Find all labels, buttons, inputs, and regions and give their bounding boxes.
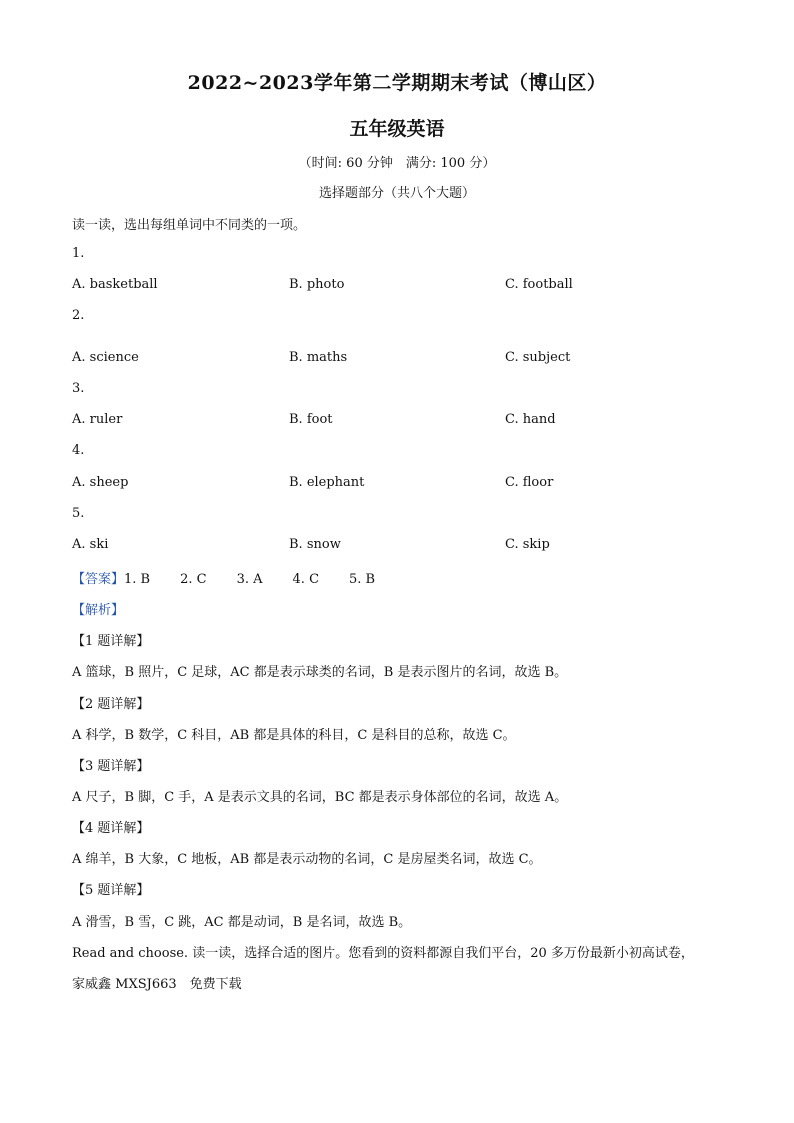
option-b: B. photo: [289, 277, 345, 292]
option-c: C. floor: [505, 475, 554, 490]
option-a: A. science: [72, 350, 139, 365]
question-number: 3.: [72, 381, 85, 396]
option-a: A. sheep: [72, 475, 129, 490]
question-number: 2.: [72, 308, 85, 323]
answer-item: 2. C: [180, 572, 207, 587]
option-b: B. maths: [289, 350, 348, 365]
option-a: A. ruler: [72, 412, 123, 427]
detail-text: A 尺子，B 脚，C 手，A 是表示文具的名词，BC 都是表示身体部位的名词，故选 A。: [72, 790, 568, 805]
question-number: 1.: [72, 246, 85, 261]
analysis-label: 【解析】: [72, 603, 125, 618]
detail-text: A 篮球，B 照片，C 足球，AC 都是表示球类的名词，B 是表示图片的名词，故选 B。: [72, 665, 568, 680]
option-b: B. foot: [289, 412, 333, 427]
option-c: C. subject: [505, 350, 571, 365]
detail-label: 【4 题详解】: [72, 821, 150, 836]
option-c: C. skip: [505, 537, 550, 552]
question-number: 5.: [72, 506, 85, 521]
answer-item: 4. C: [292, 572, 320, 587]
answer-line: [72, 568, 405, 587]
option-c: C. football: [505, 277, 573, 292]
instruction-text: 读一读，选出每组单词中不同类的一项。: [72, 218, 307, 233]
answer-item: 3. A: [236, 572, 263, 587]
exam-subtitle: 五年级英语: [349, 118, 445, 140]
detail-text: A 科学，B 数学，C 科目，AB 都是具体的科目，C 是科目的总称，故选 C。: [72, 728, 516, 743]
answer-label: 【答案】: [72, 572, 125, 587]
detail-text: A 绵羊，B 大象，C 地板，AB 都是表示动物的名词，C 是房屋类名词，故选 C。: [72, 852, 542, 867]
exam-meta: （时间: 60 分钟 满分: 100 分）: [298, 156, 496, 171]
option-a: A. ski: [72, 537, 109, 552]
section-heading: 选择题部分（共八个大题）: [318, 186, 475, 201]
detail-label: 【3 题详解】: [72, 759, 150, 774]
promo-line: 家威鑫 MXSJ663 免费下载: [72, 977, 242, 992]
option-a: A. basketball: [72, 277, 158, 292]
option-b: B. elephant: [289, 475, 365, 490]
exam-title: 2022~2023学年第二学期期末考试（博山区）: [187, 72, 607, 94]
answer-item: 5. B: [349, 572, 376, 587]
detail-text: A 滑雪，B 雪，C 跳，AC 都是动词，B 是名词，故选 B。: [72, 915, 412, 930]
detail-label: 【1 题详解】: [72, 634, 150, 649]
detail-label: 【2 题详解】: [72, 697, 150, 712]
option-c: C. hand: [505, 412, 556, 427]
question-number: 4.: [72, 443, 85, 458]
read-and-choose-line: Read and choose. 读一读，选择合适的图片。您看到的资料都源自我们平台，20 多万份最新小初高试卷，: [72, 946, 694, 961]
option-b: B. snow: [289, 537, 341, 552]
detail-label: 【5 题详解】: [72, 883, 150, 898]
answer-item: 1. B: [124, 572, 151, 587]
